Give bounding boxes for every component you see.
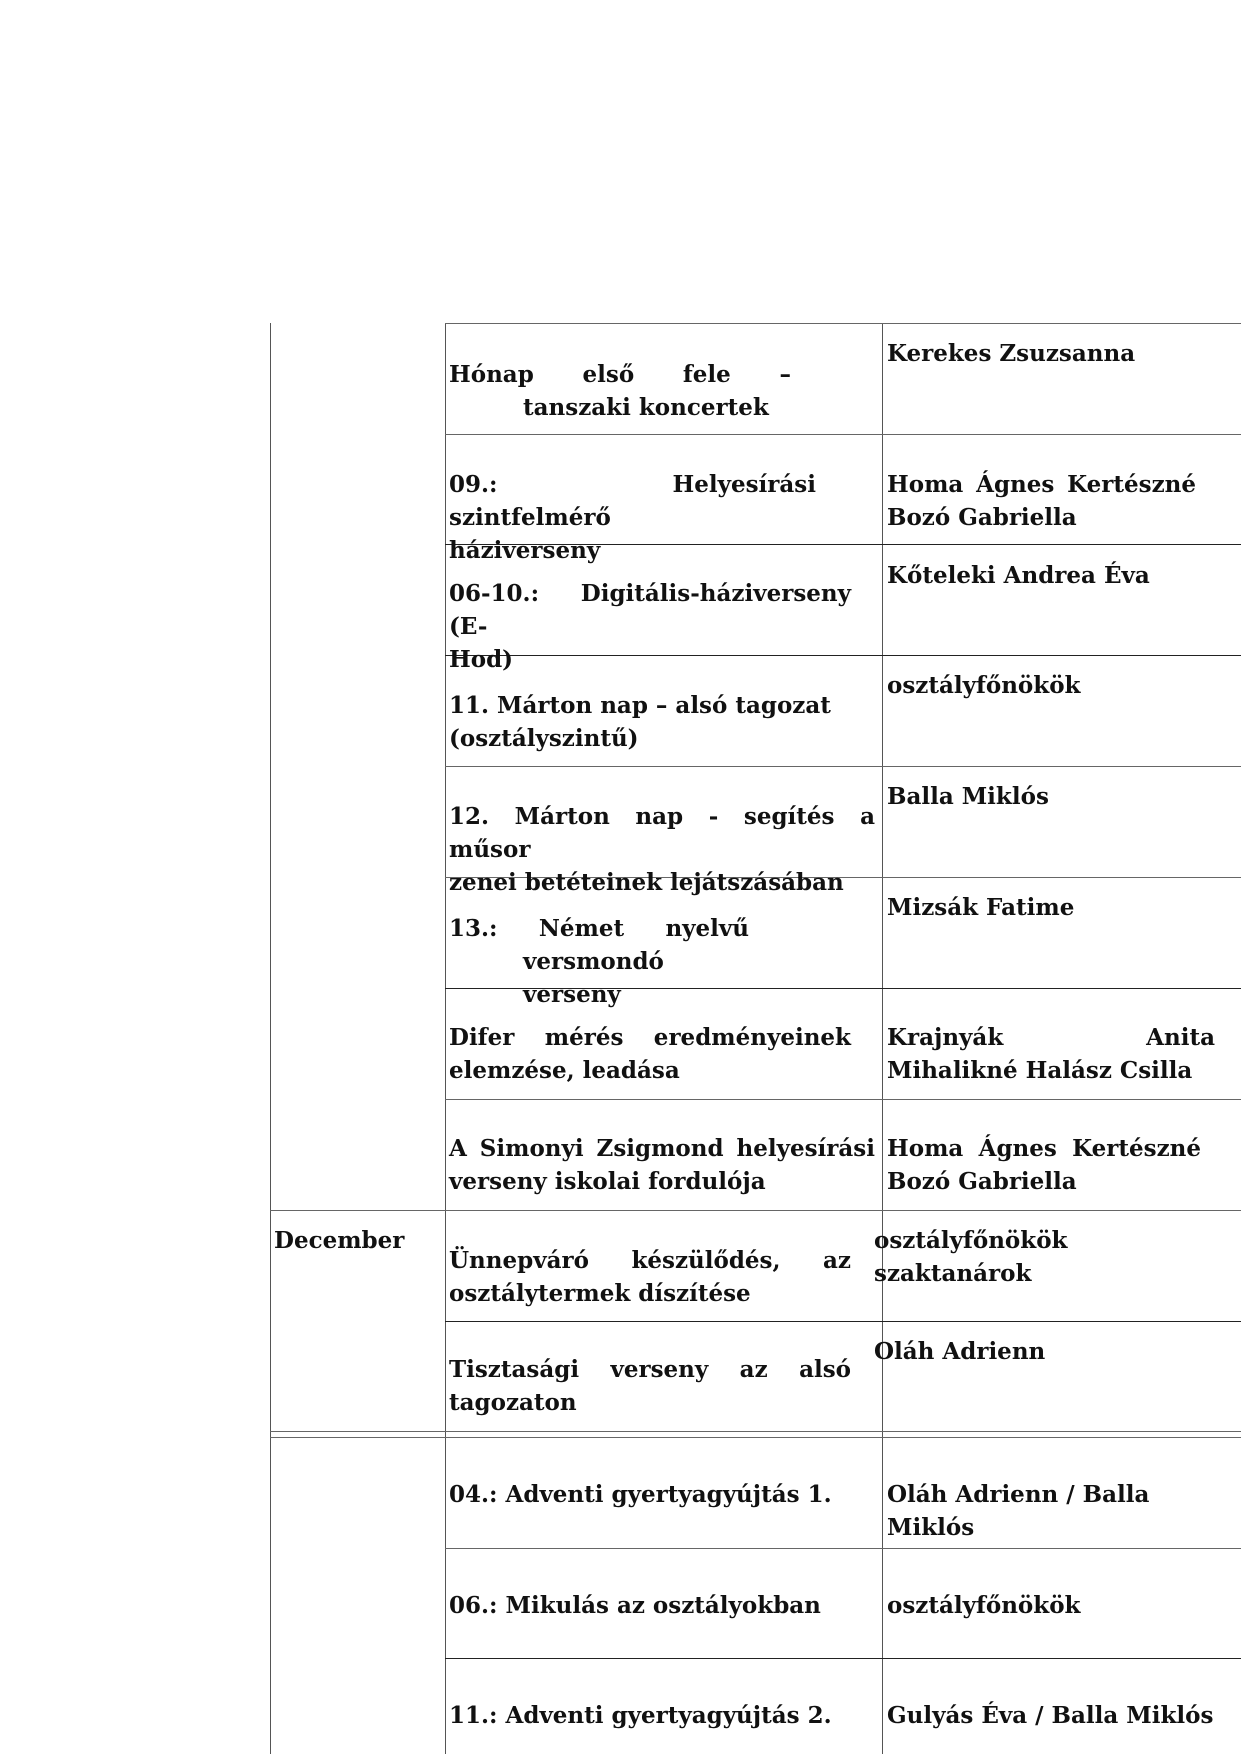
responsible-cell: osztályfőnökök <box>887 672 1081 699</box>
event-line: A Simonyi Zsigmond helyesírási <box>449 1135 875 1162</box>
event-line: Difer mérés eredményeinek <box>449 1024 851 1051</box>
event-cell <box>449 1353 851 1419</box>
responsible-line: Krajnyák Anita <box>887 1024 1215 1051</box>
event-cell <box>449 358 791 424</box>
responsible-cell: Kerekes Zsuzsanna <box>887 340 1136 367</box>
event-cell <box>449 912 749 1011</box>
responsible-cell <box>887 1021 1215 1087</box>
event-cell <box>449 1132 875 1198</box>
event-cell <box>449 800 875 899</box>
event-line: 11. Márton nap – alsó tagozat <box>449 692 831 719</box>
event-line: 12. Márton nap - segítés a műsor <box>449 803 875 863</box>
event-line: versmondó verseny <box>523 948 664 1008</box>
event-line: (osztályszintű) <box>449 725 639 752</box>
responsible-line: Bozó Gabriella <box>887 504 1077 531</box>
event-line: 06-10.: Digitális-háziverseny (E- <box>449 580 851 640</box>
responsible-cell: Oláh Adrienn / Balla Miklós <box>887 1481 1150 1541</box>
event-line: verseny iskolai fordulója <box>449 1168 766 1195</box>
responsible-line: Mihalikné Halász Csilla <box>887 1057 1193 1084</box>
event-line: tanszaki koncertek <box>523 394 769 421</box>
responsible-cell: Oláh Adrienn <box>874 1338 1046 1365</box>
responsible-cell <box>887 468 1196 534</box>
responsible-line: Homa Ágnes Kertészné <box>887 1135 1201 1162</box>
event-cell <box>449 468 816 567</box>
event-cell <box>449 1244 851 1310</box>
event-line: Tisztasági verseny az alsó <box>449 1356 851 1383</box>
table-border-left <box>270 323 271 1754</box>
responsible-cell: Kőteleki Andrea Éva <box>887 562 1150 589</box>
event-line: zenei betéteinek lejátszásában <box>449 869 844 896</box>
event-line: Hónap első fele – <box>449 361 791 388</box>
responsible-line: Homa Ágnes Kertészné <box>887 471 1196 498</box>
responsible-cell: Balla Miklós <box>887 783 1049 810</box>
event-cell: 06.: Mikulás az osztályokban <box>449 1592 821 1619</box>
event-line: Hod) <box>449 646 514 673</box>
responsible-line: Bozó Gabriella <box>887 1168 1077 1195</box>
event-cell <box>449 689 869 755</box>
event-cell <box>449 577 851 676</box>
event-line: Ünnepváró készülődés, az <box>449 1247 851 1274</box>
event-cell: 11.: Adventi gyertyagyújtás 2. <box>449 1702 832 1729</box>
event-line: 13.: Német nyelvű <box>449 915 749 942</box>
responsible-cell: osztályfőnökök szaktanárok <box>874 1227 1068 1287</box>
event-line: elemzése, leadása <box>449 1057 680 1084</box>
event-line: háziverseny <box>449 537 601 564</box>
table-divider-2 <box>882 323 883 1754</box>
event-line: 09.: Helyesírási szintfelmérő <box>449 471 816 531</box>
event-line: osztálytermek díszítése <box>449 1280 751 1307</box>
responsible-cell <box>887 1132 1201 1198</box>
responsible-cell: osztályfőnökök <box>887 1592 1081 1619</box>
table-divider-1 <box>445 323 446 1754</box>
responsible-cell: Mizsák Fatime <box>887 894 1075 921</box>
event-line: tagozaton <box>449 1389 577 1416</box>
responsible-cell: Gulyás Éva / Balla Miklós <box>887 1702 1214 1729</box>
event-cell <box>449 1021 851 1087</box>
event-cell: 04.: Adventi gyertyagyújtás 1. <box>449 1481 832 1508</box>
month-label: December <box>274 1227 405 1254</box>
